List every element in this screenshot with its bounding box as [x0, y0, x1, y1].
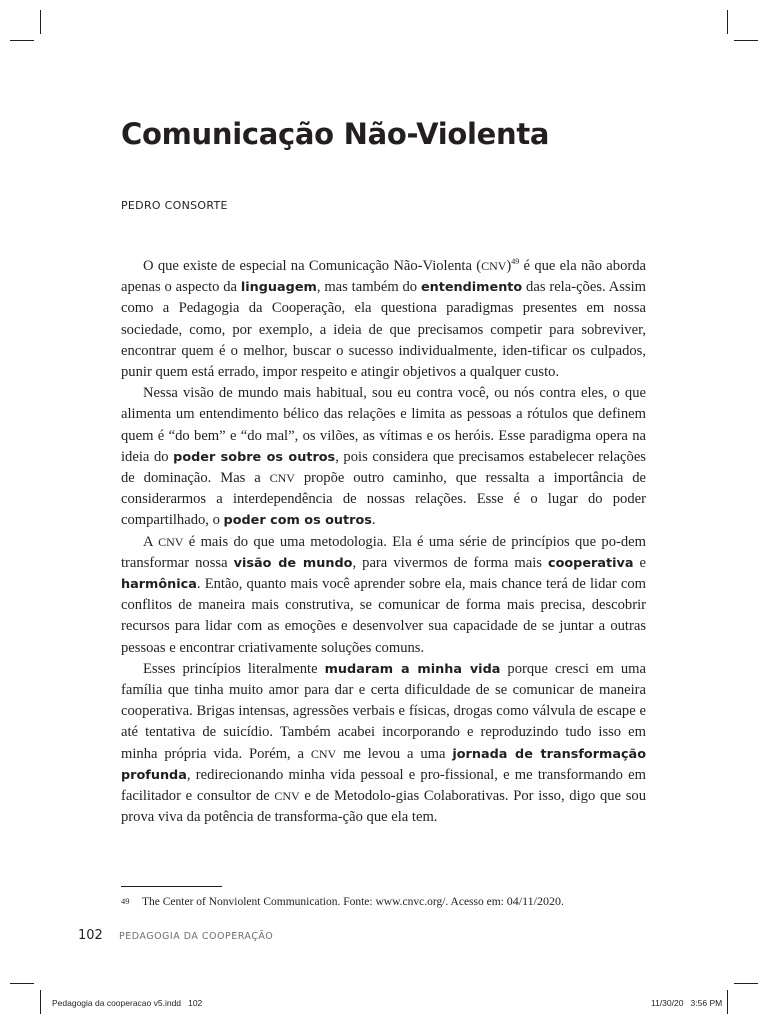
acronym: CNV [310, 746, 337, 761]
slug-filename: Pedagogia da cooperacao v5.indd 102 [52, 998, 203, 1008]
emphasis: poder com os outros [223, 513, 372, 529]
crop-mark [40, 990, 41, 1014]
slug-datetime: 11/30/20 3:56 PM [651, 998, 723, 1008]
crop-mark [727, 990, 728, 1014]
footnote-number: 49 [121, 896, 130, 906]
emphasis: visão de mundo [233, 555, 353, 571]
emphasis: harmônica [121, 577, 197, 593]
crop-mark [10, 983, 34, 984]
page-title: Comunicação Não-Violenta [121, 117, 550, 151]
footnote-divider [121, 886, 222, 887]
crop-mark [734, 983, 758, 984]
paragraph-3: A CNV é mais do que uma metodologia. Ela é uma série de princípios que po-dem transformar nossa visão de mundo, para vivermos de forma mais cooperativa e harmônica. Então, quanto mais você aprender sobre ela, mais chance terá de lidar com conflitos de maneira mais construtiva, se comunicar de forma mais precisa, descobrir recursos para lidar com as emoções e desenvolver sua capacidade de se juntar a outras pessoas e encontrar criativamente soluções comuns. [121, 533, 646, 656]
emphasis: poder sobre os outros [173, 449, 336, 465]
emphasis: entendimento [420, 280, 523, 296]
footnote-text: The Center of Nonviolent Communication. Fonte: www.cnvc.org/. Acesso em: [142, 896, 507, 908]
crop-mark [734, 40, 758, 41]
acronym: CNV [269, 471, 295, 486]
emphasis: mudaram a minha vida [324, 661, 501, 677]
emphasis: jornada de transformação profunda [121, 746, 646, 783]
footnote-date: 04/11/2020 [506, 894, 561, 908]
crop-mark [10, 40, 34, 41]
crop-mark [40, 10, 41, 34]
author-name: PEDRO CONSORTE [121, 199, 228, 212]
emphasis: cooperativa [548, 555, 634, 571]
paragraph-1: O que existe de especial na Comunicação Não-Violenta (CNV)$^{49}$ é que ela não aborda apenas o aspecto da linguagem, mas também do entendimento das rela-ções. Assim como a Pedagogia da Cooperação, ela questiona paradigmas presentes em nossa sociedade, como, por exemplo, a ideia de que precisamos competir para sobreviver, encontrar quem é o melhor, buscar o sucesso individualmente, iden-tificar os culpados, punir quem está errado, impor respeito e atingir objetivos a qualquer custo. [121, 257, 647, 381]
acronym: CNV [158, 534, 184, 549]
page-number: 102 [78, 928, 103, 943]
acronym: CNV [274, 789, 300, 804]
body-text [121, 256, 646, 828]
footnote: 49 The Center of Nonviolent Communication. Fonte: www.cnvc.org/. Acesso em: 04/11/2020. [121, 894, 564, 908]
acronym: CNV [481, 259, 507, 273]
running-footer: PEDAGOGIA DA COOPERAÇÃO [119, 931, 274, 942]
crop-mark [727, 10, 728, 34]
footnote-ref[interactable]: 49 [511, 257, 520, 267]
paragraph-4: Esses princípios literalmente mudaram a minha vida porque cresci em uma família que tinha muito amor para dar e certa dificuldade de se comunicar de maneira cooperativa. Brigas intensas, agressões verbais e físicas, drogas como válvula de escape e até tentativa de suicídio. Também acabei incorporando e reproduzindo tudo isso em minha própria vida. Porém, a CNV me levou a uma jornada de transformação profunda, redirecionando minha vida pessoal e pro-fissional, e me transformando em facilitador e consultor de CNV e de Metodolo-gias Colaborativas. Por isso, digo que sou prova viva da potência de transforma-ção que ela tem. [121, 660, 647, 826]
paragraph-2: Nessa visão de mundo mais habitual, sou eu contra você, ou nós contra eles, o que alimenta um entendimento bélico das relações e limita as pessoas a rótulos que definem quem é “do bem” e “do mal”, os vilões, as vítimas e os heróis. Esse paradigma opera na ideia do poder sobre os outros, pois considera que precisamos estabelecer relações de dominação. Mas a CNV propõe outro caminho, que ressalta a importância de considerarmos a interdependência de nossas relações. Esse é o lugar do poder compartilhado, o poder com os outros. [121, 385, 647, 529]
emphasis: linguagem [240, 280, 317, 296]
